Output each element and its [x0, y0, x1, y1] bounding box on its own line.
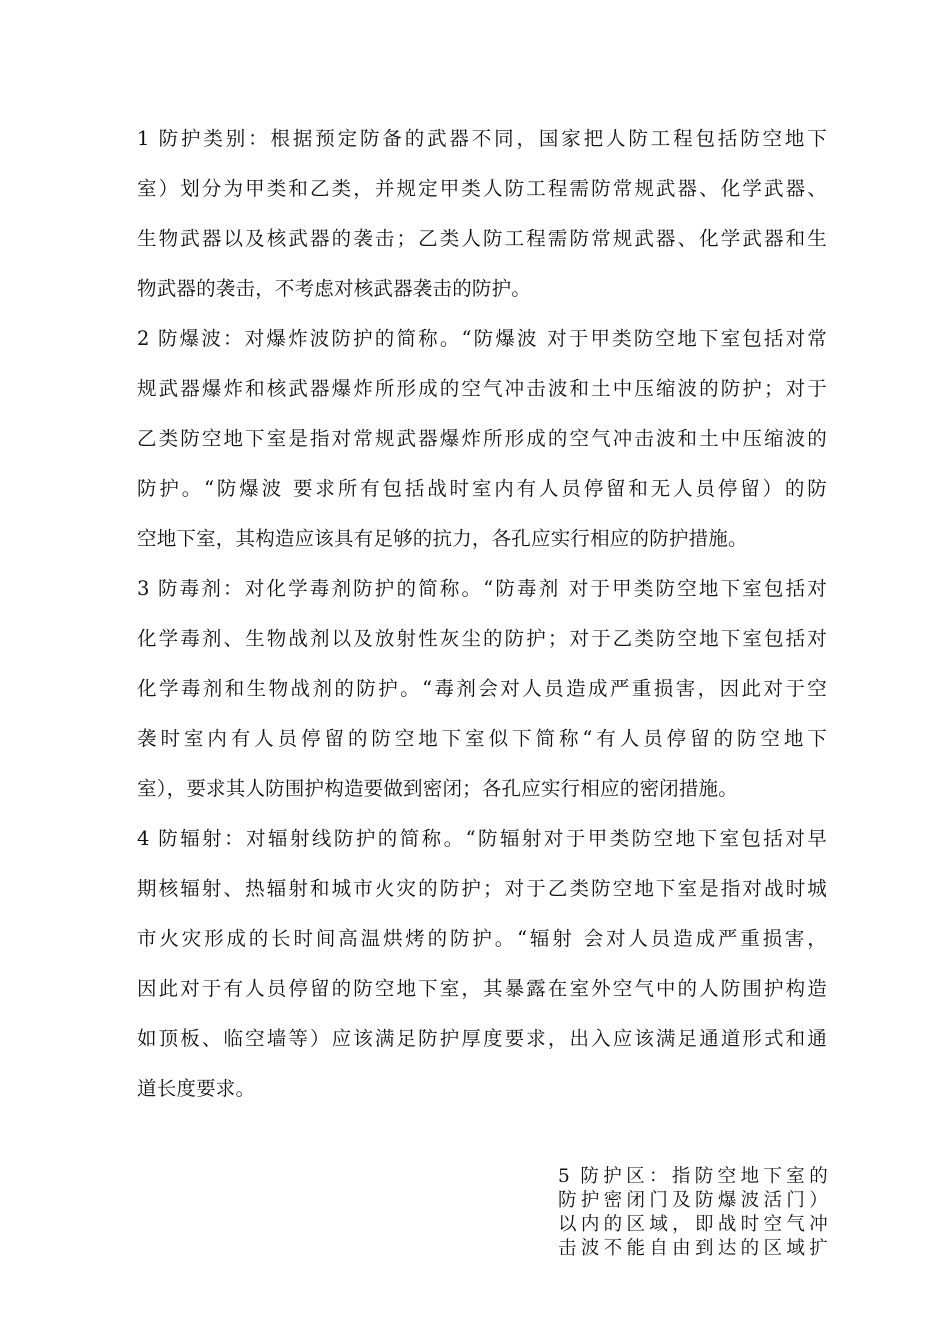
- text-line: 4 防辐射：对辐射线防护的简称。“防辐射对于甲类防空地下室包括对早: [137, 827, 827, 850]
- text-line: 期核辐射、热辐射和城市火灾的防护；对于乙类防空地下室是指对战时城: [137, 877, 827, 900]
- text-line: 3 防毒剂：对化学毒剂防护的简称。“防毒剂 对于甲类防空地下室包括对: [137, 577, 827, 600]
- text-line: 袭时室内有人员停留的防空地下室似下简称“有人员停留的防空地下: [137, 727, 827, 750]
- document-body: [137, 121, 827, 1121]
- text-line: 化学毒剂和生物战剂的防护。“毒剂会对人员造成严重损害，因此对于空: [137, 677, 827, 700]
- text-line: 道长度要求。: [137, 1077, 256, 1100]
- text-line: 化学毒剂、生物战剂以及放射性灰尘的防护；对于乙类防空地下室包括对: [137, 627, 827, 650]
- text-line: 如顶板、临空墙等）应该满足防护厚度要求，出入应该满足通道形式和通: [137, 1027, 827, 1050]
- text-line: 防护密闭门及防爆波活门）: [558, 1190, 828, 1211]
- paragraph-blast-protection: [137, 321, 827, 571]
- text-line: 2 防爆波：对爆炸波防护的简称。“防爆波 对于甲类防空地下室包括对常: [137, 327, 827, 350]
- text-line: 1 防护类别：根据预定防备的武器不同，国家把人防工程包括防空地下: [137, 127, 827, 150]
- text-line: 击波不能自由到达的区域扩: [558, 1238, 828, 1259]
- text-line: 市火灾形成的长时间高温烘烤的防护。“辐射 会对人员造成严重损害，: [137, 927, 827, 950]
- text-line: 室），要求其人防围护构造要做到密闭；各孔应实行相应的密闭措施。: [137, 777, 738, 800]
- text-line: 生物武器以及核武器的袭击；乙类人防工程需防常规武器、化学武器和生: [137, 227, 827, 250]
- text-line: 空地下室，其构造应该具有足够的抗力，各孔应实行相应的防护措施。: [137, 527, 748, 550]
- text-line: 因此对于有人员停留的防空地下室，其暴露在室外空气中的人防围护构造: [137, 977, 827, 1000]
- text-line: 室）划分为甲类和乙类，并规定甲类人防工程需防常规武器、化学武器、: [137, 177, 827, 200]
- paragraph-protection-zone: [558, 1165, 828, 1261]
- paragraph-toxin-protection: [137, 571, 827, 821]
- paragraph-protection-category: [137, 121, 827, 321]
- text-line: 规武器爆炸和核武器爆炸所形成的空气冲击波和土中压缩波的防护；对于: [137, 377, 827, 400]
- text-line: 防护。“防爆波 要求所有包括战时室内有人员停留和无人员停留）的防: [137, 477, 827, 500]
- text-line: 5 防护区：指防空地下室的: [558, 1166, 828, 1187]
- paragraph-radiation-protection: [137, 821, 827, 1121]
- text-line: 乙类防空地下室是指对常规武器爆炸所形成的空气冲击波和土中压缩波的: [137, 427, 827, 450]
- text-line: 以内的区域，即战时空气冲: [558, 1214, 828, 1235]
- text-line: 物武器的袭击，不考虑对核武器袭击的防护。: [137, 277, 532, 300]
